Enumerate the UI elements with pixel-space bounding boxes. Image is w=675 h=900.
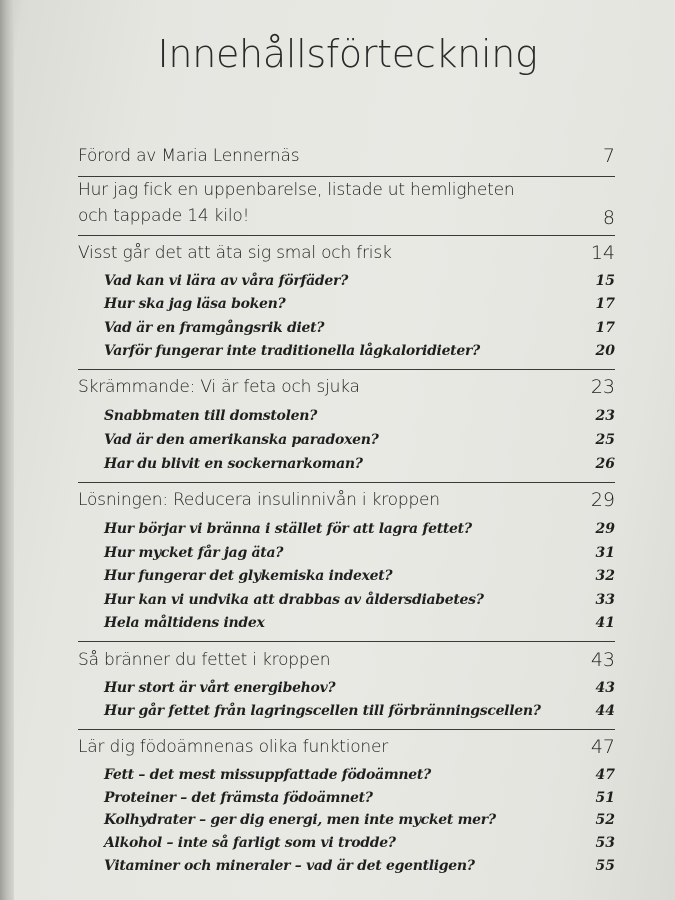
toc-entry-page: 8 bbox=[602, 207, 615, 229]
toc-subentry-label: Vad är den amerikanska paradoxen? bbox=[104, 432, 379, 448]
toc-subentry bbox=[104, 404, 615, 428]
toc-subentry-label: Proteiner – det främsta födoämnet? bbox=[104, 790, 373, 806]
toc-subentry-page: 52 bbox=[595, 812, 615, 828]
toc-subentry bbox=[104, 269, 615, 293]
toc-subentry bbox=[104, 564, 615, 588]
toc-entry-revelation bbox=[78, 177, 615, 233]
toc-entry-section bbox=[78, 238, 615, 268]
toc-entry-label: Hur jag fick en uppenbarelse, listade ut hemligheten och tappade 14 kilo! bbox=[78, 180, 515, 226]
toc-subentry-page: 31 bbox=[595, 545, 615, 561]
toc-entry-label: Lär dig födoämnenas olika funktioner bbox=[78, 737, 389, 757]
toc-subentry-label: Vitaminer och mineraler – vad är det egentligen? bbox=[104, 858, 475, 874]
divider bbox=[78, 369, 615, 370]
toc-entry-page: 43 bbox=[590, 649, 615, 671]
toc-subentry-label: Vad är en framgångsrik diet? bbox=[104, 320, 325, 336]
toc-entry-page: 23 bbox=[590, 376, 615, 398]
toc-subentry-page: 32 bbox=[595, 568, 615, 584]
toc-subentry bbox=[104, 611, 615, 635]
toc-entry-section bbox=[78, 372, 615, 402]
toc-subentry-label: Hur börjar vi bränna i stället för att lagra fettet? bbox=[104, 521, 472, 537]
toc-subentry-label: Har du blivit en sockernarkoman? bbox=[104, 456, 363, 472]
toc-subentry bbox=[104, 292, 615, 316]
toc-subentry-label: Hur går fettet från lagringscellen till förbränningscellen? bbox=[104, 703, 541, 719]
toc-subentry bbox=[104, 517, 615, 541]
toc-subentry-page: 51 bbox=[595, 790, 615, 806]
toc-subentry bbox=[104, 588, 615, 612]
toc-subentry-page: 26 bbox=[595, 456, 615, 472]
toc-subentry-page: 43 bbox=[595, 680, 615, 696]
toc-entry-section bbox=[78, 645, 615, 675]
toc-entry-label: Visst går det att äta sig smal och frisk bbox=[78, 243, 392, 263]
toc-subentry bbox=[104, 541, 615, 565]
toc-entry-section bbox=[78, 485, 615, 515]
toc-subentry-label: Kolhydrater – ger dig energi, men inte mycket mer? bbox=[104, 812, 496, 828]
page-title: Innehållsförteckning bbox=[157, 32, 538, 76]
toc-subentry bbox=[104, 763, 615, 787]
toc-entry-section bbox=[78, 732, 615, 762]
toc-subentry-label: Hur kan vi undvika att drabbas av åldersdiabetes? bbox=[104, 592, 484, 608]
divider bbox=[78, 729, 615, 730]
toc-subentry bbox=[104, 428, 615, 452]
toc-subentry-page: 33 bbox=[595, 592, 615, 608]
toc-subentry-label: Vad kan vi lära av våra förfäder? bbox=[104, 273, 348, 289]
toc-entry-label: Förord av Maria Lennernäs bbox=[78, 146, 300, 166]
toc-subentry bbox=[104, 316, 615, 340]
toc-subentry-page: 29 bbox=[595, 521, 615, 537]
toc-subentry-page: 15 bbox=[595, 273, 615, 289]
toc-subentry bbox=[104, 452, 615, 476]
toc-subentry bbox=[104, 831, 615, 855]
divider bbox=[78, 641, 615, 642]
toc-subentry-label: Fett – det mest missuppfattade födoämnet? bbox=[104, 767, 431, 783]
toc-subentry-page: 17 bbox=[595, 296, 615, 312]
toc-entry-page: 14 bbox=[590, 242, 615, 264]
toc-subentry bbox=[104, 699, 615, 723]
toc-subentry-label: Hur ska jag läsa boken? bbox=[104, 296, 286, 312]
toc-entry-label: Lösningen: Reducera insulinnivån i kroppen bbox=[78, 490, 440, 510]
toc-subentry-page: 20 bbox=[595, 343, 615, 359]
toc-entry-page: 47 bbox=[590, 736, 615, 758]
divider bbox=[78, 482, 615, 483]
toc-entry-page: 29 bbox=[590, 489, 615, 511]
toc-entry-foreword bbox=[78, 141, 615, 171]
toc-subentry bbox=[104, 786, 615, 810]
toc-subentry bbox=[104, 339, 615, 363]
toc-entry-label: Skrämmande: Vi är feta och sjuka bbox=[78, 377, 360, 397]
toc-entry-page: 7 bbox=[602, 145, 615, 167]
toc-subentry-page: 17 bbox=[595, 320, 615, 336]
toc-entry-label: Så bränner du fettet i kroppen bbox=[78, 650, 331, 670]
toc-subentry-page: 23 bbox=[595, 408, 615, 424]
divider bbox=[78, 235, 615, 236]
toc-subentry-label: Hur stort är vårt energibehov? bbox=[104, 680, 336, 696]
toc-subentry-page: 47 bbox=[595, 767, 615, 783]
toc-subentry-label: Varför fungerar inte traditionella lågkaloridieter? bbox=[104, 343, 480, 359]
toc-subentry bbox=[104, 676, 615, 700]
toc-subentry-label: Hur mycket får jag äta? bbox=[104, 545, 284, 561]
toc-subentry-label: Alkohol – inte så farligt som vi trodde? bbox=[104, 835, 396, 851]
toc-subentry-page: 55 bbox=[595, 858, 615, 874]
toc-subentry bbox=[104, 808, 615, 832]
toc-subentry-page: 44 bbox=[595, 703, 615, 719]
toc-subentry-label: Snabbmaten till domstolen? bbox=[104, 408, 317, 424]
toc-subentry-page: 41 bbox=[595, 615, 615, 631]
toc-subentry-label: Hela måltidens index bbox=[104, 615, 265, 631]
toc-subentry-page: 25 bbox=[595, 432, 615, 448]
toc-subentry-page: 53 bbox=[595, 835, 615, 851]
toc-subentry bbox=[104, 854, 615, 878]
toc-subentry-label: Hur fungerar det glykemiska indexet? bbox=[104, 568, 393, 584]
